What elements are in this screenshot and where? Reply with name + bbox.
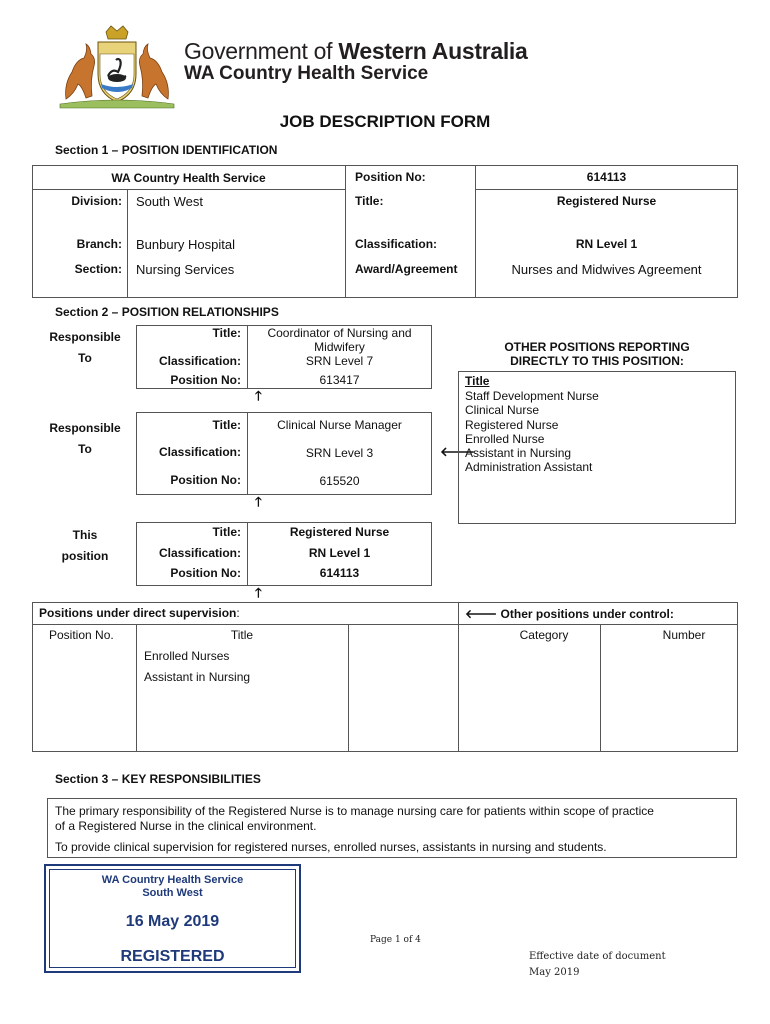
section3-heading: Section 3 – KEY RESPONSIBILITIES	[55, 772, 261, 786]
arrow-up-icon: 🡑	[255, 585, 262, 600]
table-row: Assistant in Nursing	[144, 670, 251, 684]
division-label: Division:	[71, 194, 122, 208]
other-positions-heading: OTHER POSITIONS REPORTING	[504, 340, 690, 354]
responsibility-line: of a Registered Nurse in the clinical environment.	[55, 819, 317, 833]
classification-label: Classification:	[355, 237, 438, 251]
page-number: Page 1 of 4	[370, 935, 421, 945]
other-positions-title-col: Title	[465, 374, 490, 388]
position-no-value: 614113	[586, 170, 627, 184]
position-no-col-header: Position No.	[49, 628, 114, 642]
box3-position-no-value: 614113	[319, 566, 360, 580]
arrow-left-icon: 🡐	[465, 607, 498, 621]
box2-classification-value: SRN Level 3	[305, 446, 374, 460]
list-item: Enrolled Nurse	[465, 431, 545, 446]
branch-label: Branch:	[76, 237, 122, 251]
effective-date-label: Effective date of document	[529, 951, 666, 962]
position-no-label: Position No:	[355, 170, 426, 184]
box3-classification-label: Classification:	[158, 546, 241, 560]
list-item: Assistant in Nursing	[465, 446, 572, 461]
section1-heading: Section 1 – POSITION IDENTIFICATION	[55, 143, 278, 157]
wa-coat-of-arms-icon	[56, 24, 178, 110]
effective-date-value: May 2019	[529, 967, 580, 978]
box1-classification-label: Classification:	[158, 354, 241, 368]
responsible-label-1: Responsible	[49, 330, 121, 344]
box1-position-no-value: 613417	[319, 373, 360, 387]
other-positions-list	[465, 389, 599, 475]
list-item: Clinical Nurse	[465, 403, 540, 418]
box1-classification-value: SRN Level 7	[305, 354, 374, 368]
registration-stamp	[44, 864, 301, 973]
box2-position-no-label: Position No:	[170, 473, 241, 487]
box1-title-value: Coordinator of Nursing and	[267, 326, 412, 340]
page-title: JOB DESCRIPTION FORM	[279, 112, 491, 131]
stamp-date: 16 May 2019	[125, 913, 220, 930]
responsibility-paragraph-1	[55, 804, 654, 834]
arrow-up-icon: 🡑	[255, 494, 262, 509]
responsibility-paragraph-2: To provide clinical supervision for registered nurses, enrolled nurses, assistants in nursing and students.	[55, 840, 607, 854]
this-label: This	[72, 528, 98, 542]
award-value: Nurses and Midwives Agreement	[511, 262, 702, 277]
category-col-header: Category	[519, 628, 569, 642]
arrow-left-icon: 🡐	[440, 444, 475, 459]
list-item: Registered Nurse	[465, 417, 559, 432]
box3-title-value: Registered Nurse	[289, 525, 390, 539]
responsibility-line: The primary responsibility of the Registered Nurse is to manage nursing care for patients within scope of practice	[55, 804, 654, 818]
list-item: Administration Assistant	[465, 460, 593, 475]
box3-position-no-label: Position No:	[170, 566, 241, 580]
section-value: Nursing Services	[136, 262, 235, 277]
title-col-header: Title	[230, 628, 254, 642]
stamp-org: WA Country Health Service	[101, 874, 244, 886]
number-col-header: Number	[662, 628, 706, 642]
box3-title-label: Title:	[212, 525, 241, 539]
box2-title-value: Clinical Nurse Manager	[277, 418, 402, 432]
classification-value: RN Level 1	[575, 237, 638, 251]
box1-title-value-line2: Midwifery	[314, 340, 365, 354]
other-positions-heading-line2: DIRECTLY TO THIS POSITION:	[510, 354, 684, 368]
box1-position-no-label: Position No:	[170, 373, 241, 387]
org-name-line2: WA Country Health Service	[184, 63, 429, 84]
box2-classification-label: Classification:	[158, 445, 241, 459]
position-label: position	[61, 549, 109, 563]
section2-heading: Section 2 – POSITION RELATIONSHIPS	[55, 305, 279, 319]
section-label: Section:	[74, 262, 122, 276]
stamp-region: South West	[142, 887, 203, 899]
branch-value: Bunbury Hospital	[136, 237, 235, 252]
division-value: South West	[136, 194, 203, 209]
award-label: Award/Agreement	[355, 262, 458, 276]
to-label-2: To	[78, 442, 92, 456]
list-item: Staff Development Nurse	[465, 389, 599, 403]
org-name-line1: Government of Western Australia	[184, 38, 528, 64]
box2-position-no-value: 615520	[319, 474, 360, 488]
table-row: Enrolled Nurses	[144, 649, 230, 663]
box1-title-label: Title:	[212, 326, 241, 340]
responsible-label-2: Responsible	[49, 421, 121, 435]
box3-classification-value: RN Level 1	[308, 546, 371, 560]
to-label-1: To	[78, 351, 92, 365]
arrow-up-icon: 🡑	[255, 388, 262, 403]
box2-title-label: Title:	[212, 418, 241, 432]
title-label: Title:	[355, 194, 384, 208]
org-name-cell: WA Country Health Service	[111, 171, 266, 185]
stamp-status: REGISTERED	[120, 948, 225, 965]
control-heading: 🡐 Other positions under control:	[465, 607, 674, 621]
supervision-heading: Positions under direct supervision:	[39, 606, 240, 620]
title-value: Registered Nurse	[556, 194, 657, 208]
